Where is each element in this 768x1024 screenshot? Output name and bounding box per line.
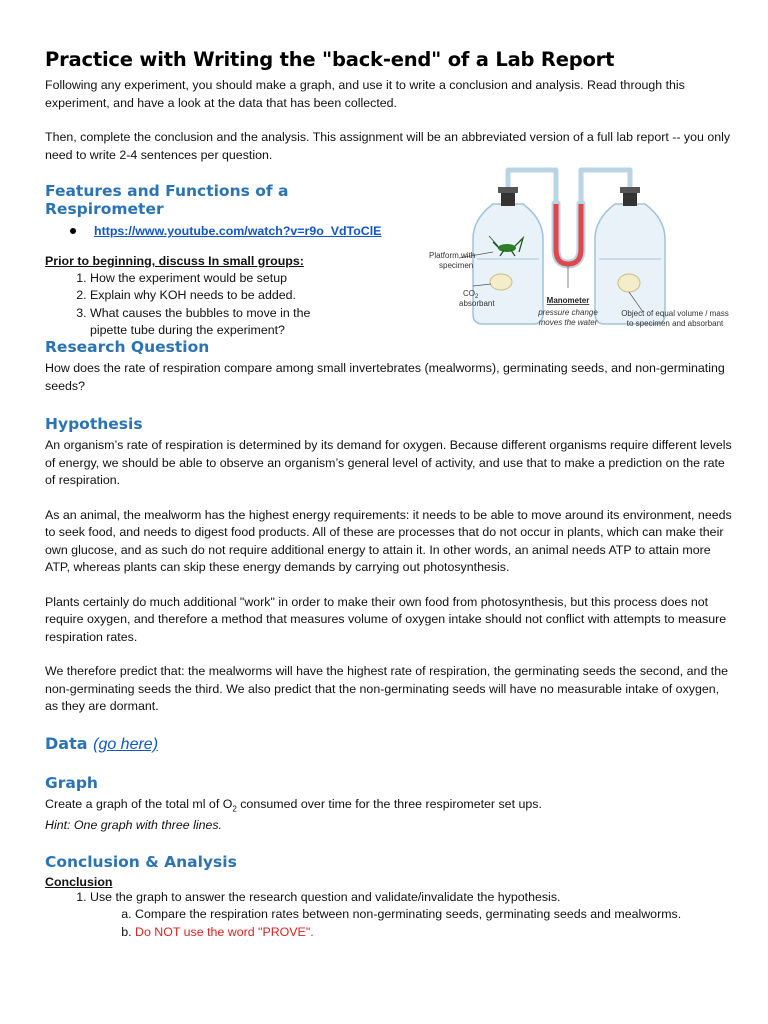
absorbant-label: absorbant [459, 299, 495, 308]
manometer-label: Manometer [546, 296, 590, 305]
platform-label-2: specimen [439, 261, 474, 270]
video-bullet [70, 224, 390, 238]
research-heading: Research Question [45, 338, 210, 356]
conclusion-sub-b: b. Do NOT use the word "PROVE". [135, 924, 735, 941]
hypothesis-paragraph-1: An organism’s rate of respiration is determined by its demand for oxygen. Because different organisms require different levels of energy, we should be able to observe an organism’s general level of activity, and use that to make a prediction on the rate of respiration. [45, 438, 732, 487]
bullet-dot-icon [70, 228, 76, 234]
discussion-item-3: 3. What causes the bubbles to move in the pipette tube during the experiment? [90, 305, 390, 340]
object-label-2: to specimen and absorbant [626, 319, 724, 328]
data-section [45, 734, 735, 754]
respirometer-diagram [403, 164, 735, 334]
features-section [45, 182, 735, 337]
conclusion-section [45, 853, 735, 941]
data-link[interactable]: (go here) [93, 735, 159, 753]
document-page [45, 48, 735, 941]
prior-heading: Prior to beginning, discuss In small groups: [45, 254, 304, 268]
manometer-sub-2: moves the water [538, 318, 598, 327]
graph-hint: Hint: One graph with three lines. [45, 818, 223, 833]
hypothesis-paragraph-3: Plants certainly do much additional "work" in order to make their own food from photosynthesis, but this process does not require oxygen, and therefore a method that measures volume of oxygen intake should not conflict with attempts to measure respiration rates. [45, 594, 727, 644]
discussion-item-2: 2. Explain why KOH needs to be added. [90, 287, 390, 304]
features-heading: Features and Functions of a Respirometer [45, 182, 289, 218]
control-jar [595, 187, 665, 324]
conclusion-list [45, 889, 735, 941]
discussion-item-1: 1. How the experiment would be setup [90, 270, 390, 287]
conclusion-heading: Conclusion & Analysis [45, 852, 237, 871]
hypothesis-heading: Hypothesis [45, 415, 143, 433]
intro-paragraph-1: Following any experiment, you should make a graph, and use it to write a conclusion and analysis. Read through this experiment, and have a look at the data that has been collected. [45, 78, 685, 110]
hypothesis-paragraph-2: As an animal, the mealworm has the highest energy requirements: it needs to be able to move around its environment, needs to seek food, and needs to digest food products. All of these are processes that do not occur in plants, which can make their own glucose, and as such do not require additional energy to attain it. In other words, an animal needs ATP to attain more ATP, whereas plants can skip these energy demands by carrying out photosynthesis. [45, 507, 732, 574]
hypothesis-paragraph-4: We therefore predict that: the mealworms will have the highest rate of respiration, the germinating seeds the second, and the non-germinating seeds the third. We also predict that the non-germinating seeds will have no measurable intake of oxygen, as they are dormant. [45, 664, 729, 713]
graph-section [45, 774, 735, 835]
object-label-1: Object of equal volume / mass [621, 309, 729, 318]
conclusion-subheading: Conclusion [45, 874, 113, 889]
video-link[interactable]: https://www.youtube.com/watch?v=r9o_VdToClE [94, 224, 382, 238]
intro-paragraph-2: Then, complete the conclusion and the analysis. This assignment will be an abbreviated version of a full lab report -- you only need to write 2-4 sentences per question. [45, 130, 731, 162]
graph-instruction: Create a graph of the total ml of $O_2$ consumed over time for the three respirometer set ups. [45, 796, 542, 813]
conclusion-sublist [90, 906, 735, 941]
conclusion-sub-a: a. Compare the respiration rates between non-germinating seeds, germinating seeds and mealworms. [135, 906, 735, 923]
data-heading: Data [45, 733, 88, 753]
discussion-list [45, 270, 390, 339]
hypothesis-section [45, 415, 735, 716]
research-text: How does the rate of respiration compare among small invertebrates (mealworms), germinating seeds, and non-germinating seeds? [45, 361, 725, 393]
research-section [45, 338, 735, 395]
co2-subscript: 2 [475, 294, 479, 300]
platform-label-1: Platform with [429, 251, 476, 260]
co2-label: CO [463, 289, 475, 298]
graph-heading: Graph [45, 773, 98, 792]
manometer-sub-1: pressure change [538, 308, 598, 317]
document-title: Practice with Writing the "back-end" of a Lab Report [45, 48, 615, 71]
conclusion-item-1: 1. Use the graph to answer the research question and validate/invalidate the hypothesis. a. Compare the respiration rates between non-germinating seeds, germinating seeds and mealworms. b. Do NOT use the word "PROVE". [90, 889, 735, 941]
